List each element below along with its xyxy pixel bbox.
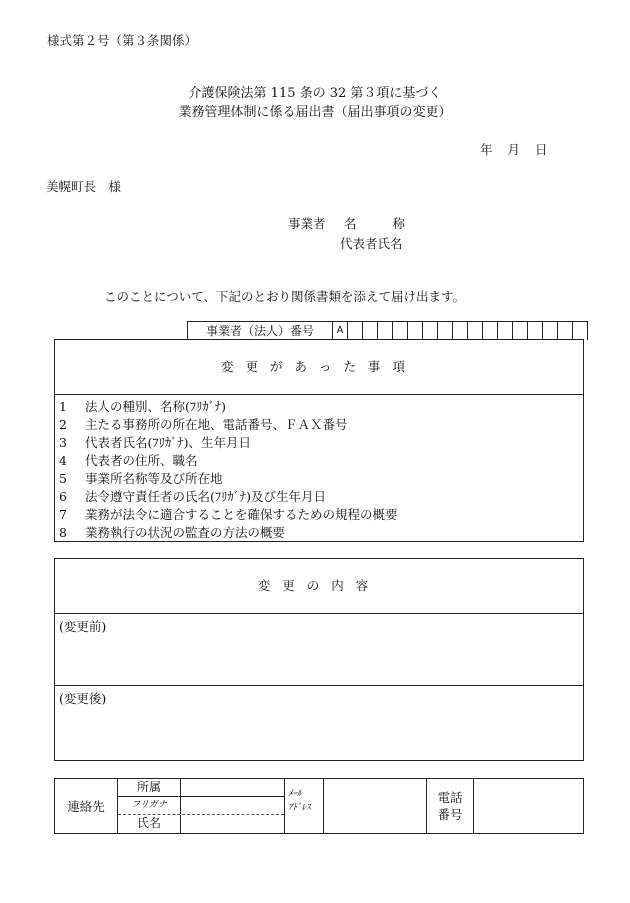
business-number-label: 事業者（法人）番号 xyxy=(188,322,333,340)
business-name-line xyxy=(288,214,405,232)
before-change-label: (変更前) xyxy=(59,619,107,634)
business-number-cell[interactable] xyxy=(483,322,498,340)
business-number-cell[interactable] xyxy=(573,322,587,340)
name-field[interactable] xyxy=(181,815,284,833)
name-label: 氏名 xyxy=(118,815,181,833)
mail-address-label: ﾒｰﾙ ｱﾄﾞﾚｽ xyxy=(285,779,324,833)
business-number-cell[interactable] xyxy=(378,322,393,340)
change-item[interactable]: 8 業務執行の状況の監査の方法の概要 xyxy=(59,525,286,540)
business-number-cell[interactable] xyxy=(468,322,483,340)
date-year: 年 xyxy=(480,142,494,157)
business-number-prefix: A xyxy=(333,322,348,340)
furigana-label: フリガナ xyxy=(118,797,181,814)
business-number-cell[interactable] xyxy=(423,322,438,340)
affiliation-field[interactable] xyxy=(181,779,284,796)
business-number-cell[interactable] xyxy=(408,322,423,340)
business-number-cell[interactable] xyxy=(558,322,573,340)
business-number-cell[interactable] xyxy=(453,322,468,340)
change-item[interactable]: 2 主たる事務所の所在地、電話番号、ＦＡＸ番号 xyxy=(59,417,348,432)
addressee: 美幌町長 様 xyxy=(46,179,122,194)
change-item[interactable]: 1 法人の種別、名称(ﾌﾘｶﾞﾅ) xyxy=(59,399,227,414)
intro-text: このことについて、下記のとおり関係書類を添えて届け出ます。 xyxy=(104,289,466,304)
name-row xyxy=(118,815,284,833)
business-number-cell[interactable] xyxy=(348,322,363,340)
title-line-2: 業務管理体制に係る届出書（届出事項の変更） xyxy=(178,105,452,120)
contact-label: 連絡先 xyxy=(55,779,118,833)
mail-address-field[interactable] xyxy=(324,779,427,833)
operator-label: 事業者 xyxy=(288,216,326,231)
changed-items-header: 変更があった事項 xyxy=(55,340,583,395)
business-number-cell[interactable] xyxy=(543,322,558,340)
contact-table xyxy=(54,778,584,834)
contact-rows xyxy=(118,779,285,833)
phone-field[interactable] xyxy=(474,779,583,833)
furigana-field[interactable] xyxy=(181,797,284,814)
business-number-cell[interactable] xyxy=(438,322,453,340)
change-item[interactable]: 5 事業所名称等及び所在地 xyxy=(59,471,223,486)
change-content-table xyxy=(54,558,584,761)
date-day: 日 xyxy=(535,142,549,157)
business-number-cell[interactable] xyxy=(528,322,543,340)
change-content-header: 変更の内容 xyxy=(55,559,583,614)
furigana-row xyxy=(118,797,284,815)
change-item[interactable]: 4 代表者の住所、職名 xyxy=(59,453,198,468)
form-number: 様式第２号（第３条関係） xyxy=(47,33,198,48)
business-number-cell[interactable] xyxy=(393,322,408,340)
after-change-label: (変更後) xyxy=(59,691,107,706)
business-number-cell[interactable] xyxy=(498,322,513,340)
changed-items-table xyxy=(54,339,584,542)
change-item[interactable]: 7 業務が法令に適合することを確保するための規程の概要 xyxy=(59,507,398,522)
name-label-1: 名 xyxy=(344,216,357,231)
affiliation-label: 所属 xyxy=(118,779,181,796)
phone-label: 電話 番号 xyxy=(427,779,474,833)
affiliation-row xyxy=(118,779,284,797)
change-item[interactable]: 3 代表者氏名(ﾌﾘｶﾞﾅ)、生年月日 xyxy=(59,435,252,450)
name-label-2: 称 xyxy=(392,216,406,231)
title-line-1: 介護保険法第 115 条の 32 第３項に基づく xyxy=(188,86,442,101)
after-change-field[interactable] xyxy=(55,686,583,758)
changed-items-list xyxy=(55,395,583,542)
date-month: 月 xyxy=(507,142,522,157)
date-field[interactable] xyxy=(480,140,563,158)
representative-label: 代表者氏名 xyxy=(340,236,403,251)
before-change-field[interactable] xyxy=(55,614,583,686)
business-number-cell[interactable] xyxy=(513,322,528,340)
business-number-cell[interactable] xyxy=(363,322,378,340)
business-number-row xyxy=(187,321,588,340)
change-item[interactable]: 6 法令遵守責任者の氏名(ﾌﾘｶﾞﾅ)及び生年月日 xyxy=(59,489,327,504)
